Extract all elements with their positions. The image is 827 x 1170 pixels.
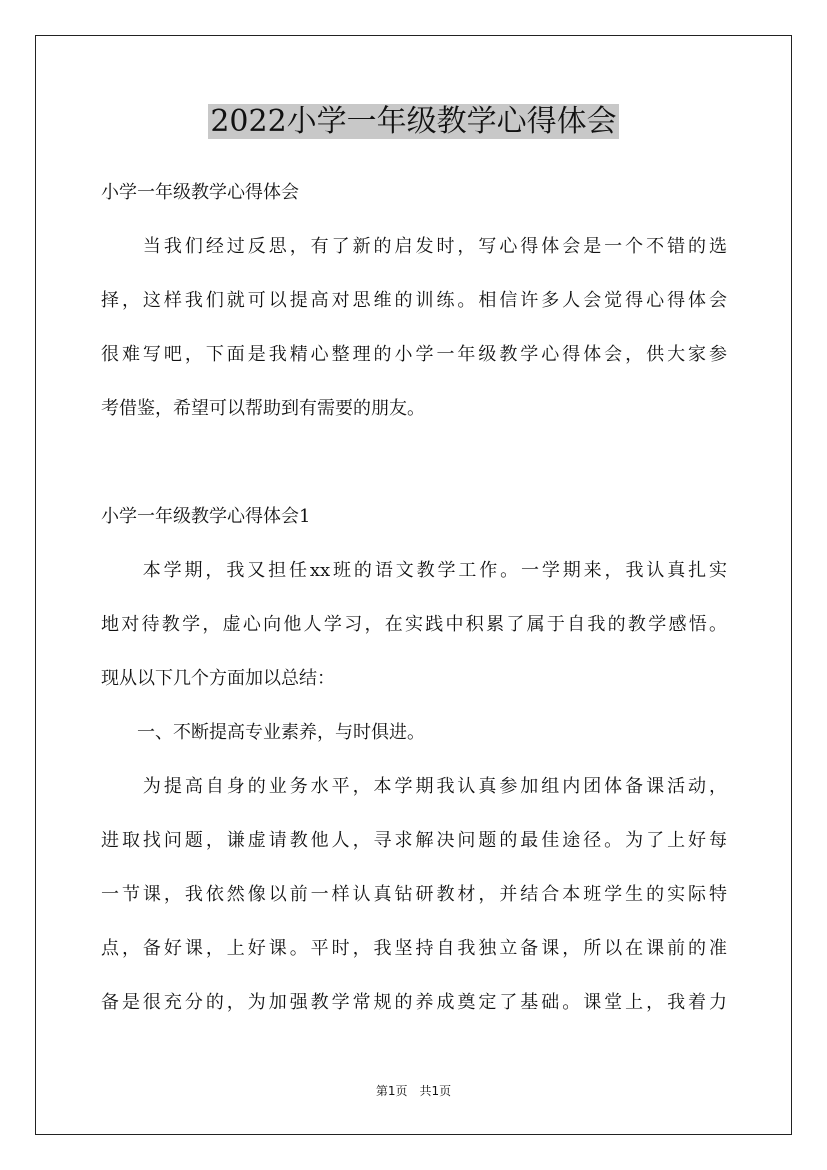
body-line-1: 本学期，我又担任xx班的语文教学工作。一学期来，我认真扎实 xyxy=(101,560,727,581)
body-line-9: 备是很充分的，为加强教学常规的养成奠定了基础。课堂上，我着力 xyxy=(101,992,727,1013)
body-line-8: 点，备好课，上好课。平时，我坚持自我独立备课，所以在课前的准 xyxy=(101,938,727,959)
body-line-3: 现从以下几个方面加以总结： xyxy=(101,668,335,689)
body-line-5: 为提高自身的业务水平，本学期我认真参加组内团体备课活动， xyxy=(101,776,727,797)
document-title xyxy=(0,98,827,146)
section-heading: 小学一年级教学心得体会1 xyxy=(101,506,311,527)
intro-line-1: 当我们经过反思，有了新的启发时，写心得体会是一个不错的选 xyxy=(101,236,727,257)
body-line-6: 进取找问题，谦虚请教他人，寻求解决问题的最佳途径。为了上好每 xyxy=(101,830,727,851)
intro-line-3: 很难写吧，下面是我精心整理的小学一年级教学心得体会，供大家参 xyxy=(101,344,727,365)
document-title-text: 2022小学一年级教学心得体会 xyxy=(210,104,617,139)
page-footer: 第1页 共1页 xyxy=(375,1084,452,1098)
intro-line-4: 考借鉴，希望可以帮助到有需要的朋友。 xyxy=(101,398,425,419)
document-subtitle: 小学一年级教学心得体会 xyxy=(101,182,299,203)
body-line-2: 地对待教学，虚心向他人学习，在实践中积累了属于自我的教学感悟。 xyxy=(101,614,727,635)
intro-line-2: 择，这样我们就可以提高对思维的训练。相信许多人会觉得心得体会 xyxy=(101,290,727,311)
body-line-7: 一节课，我依然像以前一样认真钻研教材，并结合本班学生的实际特 xyxy=(101,884,727,905)
body-line-4: 一、不断提高专业素养，与时俱进。 xyxy=(101,722,425,743)
